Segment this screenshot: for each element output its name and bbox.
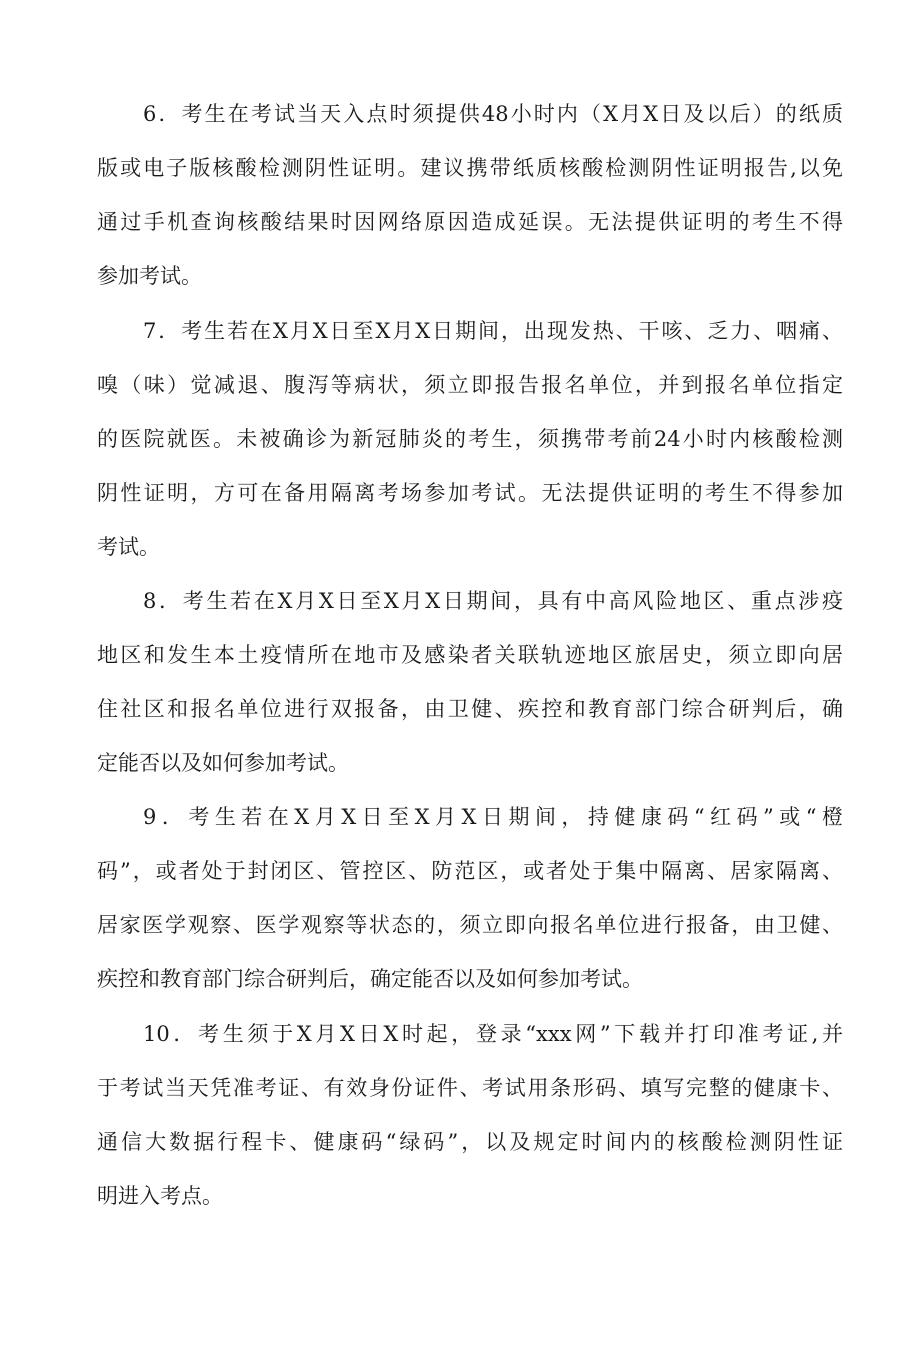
- text-line: 阴性证明，方可在备用隔离考场参加考试。无法提供证明的考生不得参加: [97, 481, 843, 505]
- text-line: 版或电子版核酸检测阴性证明。建议携带纸质核酸检测阴性证明报告,以免: [97, 156, 843, 180]
- text-line: 明进入考点。: [97, 1184, 223, 1208]
- text-line: 住社区和报名单位进行双报备，由卫健、疾控和教育部门综合研判后，确: [97, 697, 843, 721]
- text-line: 8．考生若在X月X日至X月X日期间，具有中高风险地区、重点涉疫: [143, 589, 843, 613]
- text-line: 于考试当天凭准考证、有效身份证件、考试用条形码、填写完整的健康卡、: [97, 1076, 843, 1100]
- text-line: 居家医学观察、医学观察等状态的，须立即向报名单位进行报备，由卫健、: [97, 913, 843, 937]
- text-line: 通过手机查询核酸结果时因网络原因造成延误。无法提供证明的考生不得: [97, 210, 843, 234]
- text-line: 的医院就医。未被确诊为新冠肺炎的考生，须携带考前24小时内核酸检测: [97, 427, 843, 451]
- text-line: 7．考生若在X月X日至X月X日期间，出现发热、干咳、乏力、咽痛、: [143, 319, 843, 343]
- text-line: 地区和发生本土疫情所在地市及感染者关联轨迹地区旅居史，须立即向居: [97, 643, 843, 667]
- text-line: 疾控和教育部门综合研判后，确定能否以及如何参加考试。: [97, 967, 643, 991]
- text-line: 码”，或者处于封闭区、管控区、防范区，或者处于集中隔离、居家隔离、: [97, 859, 843, 883]
- text-line: 10．考生须于X月X日X时起，登录“xxx网”下载并打印准考证,并: [143, 1022, 843, 1046]
- text-line: 9．考生若在X月X日至X月X日期间，持健康码“红码”或“橙: [143, 805, 843, 829]
- text-line: 参加考试。: [97, 264, 202, 288]
- text-line: 嗅（味）觉减退、腹泻等病状，须立即报告报名单位，并到报名单位指定: [97, 373, 843, 397]
- text-line: 定能否以及如何参加考试。: [97, 751, 349, 775]
- text-line: 考试。: [97, 535, 160, 559]
- text-line: 6．考生在考试当天入点时须提供48小时内（X月X日及以后）的纸质: [143, 102, 843, 126]
- text-line: 通信大数据行程卡、健康码“绿码”，以及规定时间内的核酸检测阴性证: [97, 1130, 843, 1154]
